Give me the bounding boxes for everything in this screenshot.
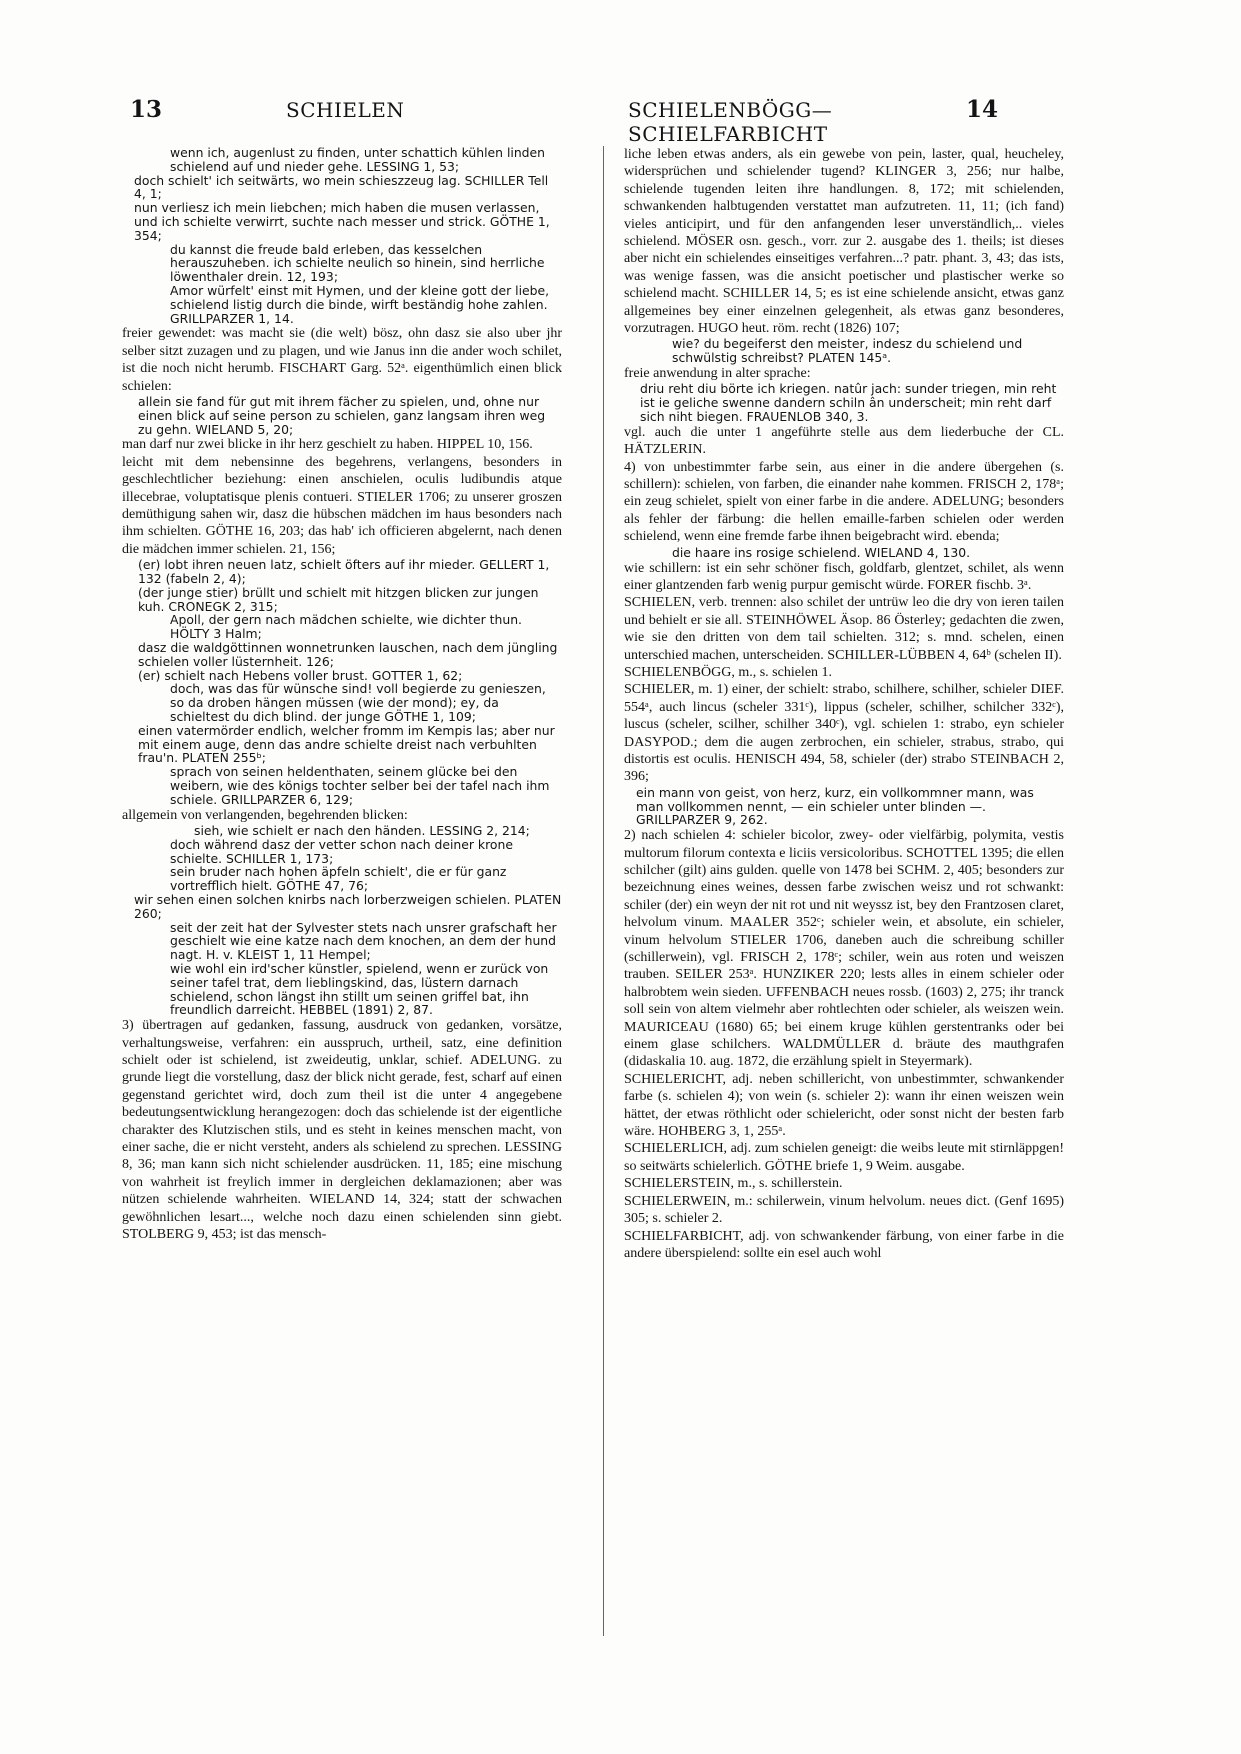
text-paragraph: 3) übertragen auf gedanken, fassung, ausdruck von gedanken, vorsätze, verhaltungsweise, verfahren: ein ausspruch, urtheil, satz, eine definition schielt oder ist schielend, ist zweideutig, unklar, schief. ADELUNG. zu grunde liegt die vorstellung, dasz der blick nicht gerade, fest, scharf auf einen gegenstand gerichtet wird, doch zum theil ist die unter 4 angegebene bedeutungsentwicklung herangezogen: doch das schielende ist der eigentliche charakter des Klutzischen stils, und es steht in keines menschen macht, von einer sache, die er nicht versteht, anders als schielend zu sprechen. LESSING 8, 36; man kann sich nicht schielender ausdrücken. 11, 185; eine mischung von wahrheit ist freylich immer in dergleichen deklamazionen; aber was nützen schielende wahrheiten. WIELAND 14, 324; statt der schwachen gewöhnlichen lesart..., welche noch dazu einen schielenden sinn giebt. STOLBERG 9, 453; ist das mensch- xyxy=(122,1018,562,1242)
quotation: dasz die waldgöttinnen wonnetrunken lauschen, nach dem jüngling schielen voller lüsternheit. 126; xyxy=(138,640,558,669)
quotation: doch während dasz der vetter schon nach deiner krone schielte. SCHILLER 1, 173; xyxy=(170,836,513,866)
quotation: seit der zeit hat der Sylvester stets nach unsrer grafschaft her geschielt wie eine katze nach dem knochen, an dem der hund nagt. H. v. KLEIST 1, 11 Hempel; xyxy=(170,919,557,963)
text-paragraph: 4) von unbestimmter farbe sein, aus einer in die andere übergehen (s. schillern): schielen, von farben, die einander nahe kommen. FRISCH 2, 178ᵃ; ein zeug schielet, spielt von einer farbe in die andere. ADELUNG; besonders als fehler der färbung: die hellen emaille-farben schielen oder werden schielend, wenn eine fremde farbe ihnen beigebracht wird. ebenda; xyxy=(624,459,1064,545)
quotation: allein sie fand für gut mit ihrem fächer zu spielen, und, ohne nur einen blick auf seine person zu schielen, ganz langsam ihren weg zu gehn. WIELAND 5, 20; xyxy=(138,393,546,437)
text-paragraph: freie anwendung in alter sprache: xyxy=(624,366,811,382)
quotation: einen vatermörder endlich, welcher fromm im Kempis las; aber nur mit einem auge, denn das andre schielte dreist nach verbuhlten frau'n. PLATEN 255ᵇ; xyxy=(138,722,555,766)
quotation: driu reht diu börte ich kriegen. natûr jach: sunder triegen, min reht ist ie geliche swenne dandern schiln ân underscheit; min reht darf sich niht biegen. FRAUENLOB 340, 3. xyxy=(640,381,1057,425)
quotation: sprach von seinen heldenthaten, seinem glücke bei den weibern, wie des königs tochter selber bei der tafel nach ihm schiele. GRILLPARZER 6, 129; xyxy=(170,764,550,807)
text-paragraph: leicht mit dem nebensinne des begehrens, verlangens, besonders in geschlechtlicher beziehung: einen anschielen, oculis ludibundis atque illecebrae, voluptatisque plenis contueri. STIELER 1706; zu unserer groszen demüthigung sahen wir, dasz die hübschen mädchen im haus besonders nach ihm schielten. GÖTHE 16, 203; das hab' ich officieren abgelernt, nach denen die mädchen immer schielen. 21, 156; xyxy=(122,454,562,557)
text-paragraph: 2) nach schielen 4: schieler bicolor, zwey- oder vielfärbig, polymita, vestis multorum filorum contexta e liciis versicoloribus. SCHOTTEL 1395; die ellen schilcher (gilt) ains gulden. quelle von 1478 bei SCHM. 2, 405; besonders zur bezeichnung eines weines, dessen farbe zwischen weisz und rot schwankt: schiler (der) ein weyn der nit rot und nit weyssz ist, bey den Frantzosen claret, helvolum vinum. MAALER 352ᶜ; schieler wein, et absolute, ein schieler, vinum helvolum STIELER 1706, daneben auch die schreibung schiller (schillerwein), vgl. FRISCH 2, 178ᶜ; schiler, wein aus roten und weiszen trauben. SEILER 253ᵃ. HUNZIKER 220; lests alles in einem schieler oder halbrobtem wein sieden. UFFENBACH neues rossb. (1603) 2, 275; ihr tranck soll sein von altem vielmehr aber rohtlechten oder schieler, als weiszen wein. MAURICEAU (1680) 65; bei einem kruge kühlen gerstentranks oder bei einem glase schilchers. WALDMÜLLER d. bräute des mauthgrafen (didaskalia 10. aug. 1872, die erzählung spielt in Steyermark). xyxy=(624,828,1064,1070)
quotation: (er) schielt nach Hebens voller brust. GOTTER 1, 62; xyxy=(138,667,463,683)
quotation: (er) lobt ihren neuen latz, schielt öfters auf ihr mieder. GELLERT 1, 132 (fabeln 2, 4); xyxy=(138,557,550,587)
running-head-left: SCHIELEN xyxy=(286,98,405,122)
dictionary-entry: SCHIELERSTEIN, m., s. schillerstein. xyxy=(624,1176,843,1192)
page-header xyxy=(114,96,998,146)
dictionary-entry: SCHIELERLICH, adj. zum schielen geneigt: die weibs leute mit stirnläppgen! so seitwärts schielerlich. GÖTHE briefe 1, 9 Weim. ausgabe. xyxy=(624,1141,1064,1174)
quotation: Apoll, der gern nach mädchen schielte, wie dichter thun. HÖLTY 3 Halm; xyxy=(170,612,522,642)
quotation: wenn ich, augenlust zu finden, unter schattich kühlen linden schielend auf und nieder gehe. LESSING 1, 53; xyxy=(170,146,546,174)
quotation: wie? du begeiferst den meister, indesz du schielend und schwülstig schreibst? PLATEN 145ᵃ. xyxy=(672,336,1023,366)
page-number-left: 13 xyxy=(130,96,163,123)
text-paragraph: wie schillern: ist ein sehr schöner fisch, goldfarb, glentzet, schilet, als wenn einer glantzenden farb wenig purpur gemischt würde. FORER fischb. 3ᵃ. xyxy=(624,560,1064,593)
quotation: du kannst die freude bald erleben, das kesselchen herauszuheben. ich schielte neulich so hinein, sind herrliche löwenthaler drein. 12, 193; xyxy=(170,241,545,285)
quotation: wie wohl ein ird'scher künstler, spielend, wenn er zurück von seiner tafel trat, dem lieblingskind, das, lüstern darnach schielend, schon längst ihn stillt um seinen griffel bat, ihn freundlich darreicht. HEBBEL (1891) 2, 87. xyxy=(170,960,549,1018)
dictionary-entry: SCHIELFARBICHT, adj. von schwankender färbung, von einer farbe in die andere überspielend: sollte ein esel auch wohl xyxy=(624,1228,1064,1261)
text-paragraph: freier gewendet: was macht sie (die welt) bösz, ohn dasz sie also uber jhr selber sitzt zuzagen und zu plagen, und wie Janus inn die ander woch schilet, ist die noch nicht herumb. FISCHART Garg. 52ᵃ. eigenthümlich einen blick schielen: xyxy=(122,326,562,394)
dictionary-entry: SCHIELERWEIN, m.: schilerwein, vinum helvolum. neues dict. (Genf 1695) 305; s. schieler 2. xyxy=(624,1193,1064,1227)
quotation: doch schielt' ich seitwärts, wo mein schieszzeug lag. SCHILLER Tell 4, 1; xyxy=(134,172,549,202)
text-paragraph: man darf nur zwei blicke in ihr herz geschielt zu haben. HIPPEL 10, 156. xyxy=(122,437,533,453)
text-paragraph: liche leben etwas anders, als ein gewebe von pein, laster, qual, heucheley, widersprüchen und schielender tugend? KLINGER 3, 256; nur halbe, schielende tugenden leiten ihre handlungen. 8, 172; mit schielenden, schwankenden halbtugenden verstattet man aufzutreten. 11, 11; (ich fand) vieles anticipirt, und für den anfangenden leser unverständlich,.. vieles schielend. MÖSER osn. gesch., vorr. zur 2. ausgabe des 1. theils; ist dieses aber nicht ein schielendes einseitiges verfahren...? patr. phant. 3, 43; das ists, was wenige fassen, was die ansicht poetischer und plastischer werke so schielend macht. SCHILLER 14, 5; es ist eine schielende ansicht, etwas ganz allgemeines bey einer einzelnen gelegenheit, als etwas ganz besonderes, vorzutragen. HUGO heut. röm. recht (1826) 107; xyxy=(624,147,1064,337)
dictionary-entry: SCHIELENBÖGG, m., s. schielen 1. xyxy=(624,664,833,680)
quotation: sein bruder nach hohen äpfeln schielt', die er für ganz vortrefflich hielt. GÖTHE 47, 76; xyxy=(170,864,507,894)
column-divider xyxy=(603,146,604,1636)
page-number-right: 14 xyxy=(965,96,998,123)
quotation: (der junge stier) brüllt und schielt mit hitzgen blicken zur jungen kuh. CRONEGK 2, 315; xyxy=(138,584,539,614)
dictionary-entry: SCHIELERICHT, adj. neben schillericht, von unbestimmter, schwankender farbe (s. schielen 4); von wein (s. schieler 2): wann ihr einen weiszen wein hättet, der etwas röthlicht oder schielericht, oder sonst nicht der besten farb wäre. HOHBERG 3, 1, 255ᵃ. xyxy=(624,1071,1064,1140)
quotation: wir sehen einen solchen knirbs nach lorberzweigen schielen. PLATEN 260; xyxy=(134,891,562,921)
quotation: ein mann von geist, von herz, kurz, ein vollkommner mann, was man vollkommen nennt, — ein schieler unter blinden —. GRILLPARZER 9, 262. xyxy=(636,784,1034,828)
text-paragraph: allgemein von verlangenden, begehrenden blicken: xyxy=(122,807,408,823)
quotation: Amor würfelt' einst mit Hymen, und der kleine gott der liebe, schielend listig durch die binde, wirft beständig hohe zahlen. GRILLPARZER 1, 14. xyxy=(170,282,550,326)
left-column xyxy=(122,146,562,1706)
quotation: doch, was das für wünsche sind! voll begierde zu genieszen, so da droben hängen müssen (wie der mond); ey, da schieltest du dich blind. der junge GÖTHE 1, 109; xyxy=(170,681,546,724)
running-head-right: SCHIELENBÖGG—SCHIELFARBICHT xyxy=(628,98,833,146)
dictionary-entry: SCHIELER, m. 1) einer, der schielt: strabo, schilhere, schilher, schieler DIEF. 554ᵃ, auch lincus (scheler 331ᶜ), lippus (scheler, schilher, schilcher 332ᶜ), luscus (scheler, scilher, schilher 340ᶜ), vgl. schielen 1: strabo, eyn schieler DASYPOD.; dem die augen zerbrochen, ein schieler, strabus, strabo, qui distortis est oculis. HENISCH 494, 58, schieler (der) strabo STEINBACH 2, 396; xyxy=(624,682,1064,785)
right-column xyxy=(624,146,1064,1706)
dictionary-entry: SCHIELEN, verb. trennen: also schilet der untrüw leo die dry von ieren tailen und behielt er sie all. STEINHÖWEL Äsop. 86 Österley; gedachten die zwen, wie sie den dritten von dem tail schielten. 312; s. mnd. schelen, einen unterschied machen, unterscheiden. SCHILLER-LÜBBEN 4, 64ᵇ (schelen II). xyxy=(624,595,1064,663)
quotation: sieh, wie schielt er nach den händen. LESSING 2, 214; xyxy=(194,822,530,838)
text-paragraph: vgl. auch die unter 1 angeführte stelle aus dem liederbuche der CL. HÄTZLERIN. xyxy=(624,424,1064,458)
quotation: nun verliesz ich mein liebchen; mich haben die musen verlassen, und ich schielte verwirrt, suchte nach messer und strick. GÖTHE 1, 354; xyxy=(134,200,550,243)
quotation: die haare ins rosige schielend. WIELAND 4, 130. xyxy=(672,544,971,560)
